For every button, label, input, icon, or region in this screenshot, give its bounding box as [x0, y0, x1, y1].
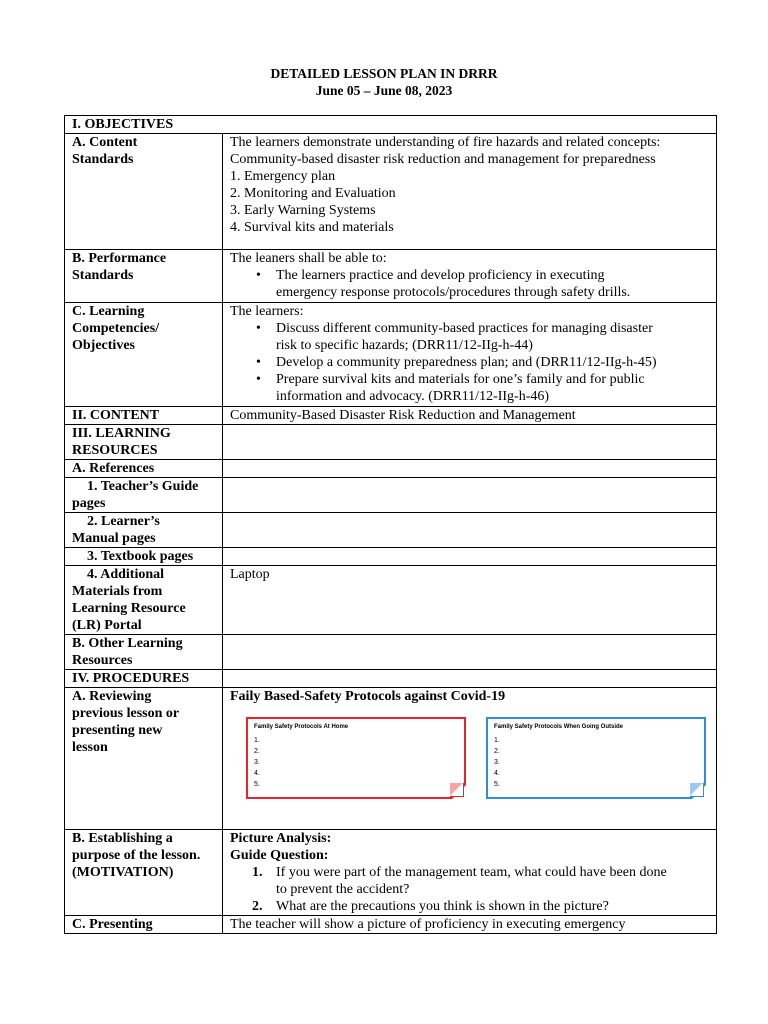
other-resources-row [65, 635, 717, 670]
objectives-heading: I. OBJECTIVES [65, 116, 717, 134]
sticky-notes [230, 705, 711, 815]
learning-resources-label: III. LEARNING RESOURCES [65, 425, 223, 460]
performance-standards-label: B. Performance Standards [65, 250, 223, 303]
textbook-row [65, 548, 717, 566]
references-label: A. References [65, 460, 223, 478]
establishing-value: Picture Analysis: Guide Question: 1. If you were part of the management team, what could have been done to prevent the accident? 2. What are the precautions you think is shown in the picture? [223, 830, 717, 916]
procedures-row [65, 670, 717, 688]
sticky-note-outside: Family Safety Protocols When Going Outside 1. 2. 3. 4. 5. [486, 717, 706, 799]
establishing-row [65, 830, 717, 916]
performance-standards-value: The leaners shall be able to: • The learners practice and develop proficiency in executing emergency response protocols/procedures through safety drills. [223, 250, 717, 303]
content-value: Community-Based Disaster Risk Reduction and Management [223, 407, 717, 425]
establishing-label: B. Establishing a purpose of the lesson. (MOTIVATION) [65, 830, 223, 916]
references-row [65, 460, 717, 478]
additional-materials-value: Laptop [223, 566, 717, 635]
objectives-row [65, 116, 717, 134]
teachers-guide-label: 1. Teacher’s Guide pages [65, 478, 223, 513]
presenting-label: C. Presenting [65, 916, 223, 934]
presenting-row [65, 916, 717, 934]
document-date: June 05 – June 08, 2023 [315, 83, 453, 98]
reviewing-row [65, 688, 717, 830]
reviewing-title: Faily Based-Safety Protocols against Covid-19 [230, 689, 506, 704]
reviewing-value [223, 688, 717, 830]
teachers-guide-row [65, 478, 717, 513]
textbook-label: 3. Textbook pages [65, 548, 223, 566]
learners-manual-label: 2. Learner’s Manual pages [65, 513, 223, 548]
list-item: • Discuss different community-based practices for managing disaster risk to specific hazards; (DRR11/12-IIg-h-44) [276, 320, 711, 354]
content-standards-label: A. Content Standards [65, 134, 223, 250]
content-standards-row [65, 134, 717, 250]
additional-materials-label: 4. Additional Materials from Learning Resource (LR) Portal [65, 566, 223, 635]
document-title: DETAILED LESSON PLAN IN DRRR [270, 66, 498, 81]
learning-resources-row [65, 425, 717, 460]
reviewing-label: A. Reviewing previous lesson or presenting new lesson [65, 688, 223, 830]
learners-manual-row [65, 513, 717, 548]
lesson-plan-table [64, 115, 717, 934]
list-item: • The learners practice and develop proficiency in executing emergency response protocols/procedures through safety drills. [276, 267, 711, 301]
content-row [65, 407, 717, 425]
list-item: 2. What are the precautions you think is shown in the picture? [252, 899, 609, 914]
list-item: 1. If you were part of the management team, what could have been done to prevent the accident? [252, 865, 667, 897]
procedures-label: IV. PROCEDURES [65, 670, 223, 688]
list-item: • Prepare survival kits and materials for one’s family and for public information and advocacy. (DRR11/12-IIg-h-46) [276, 371, 711, 405]
sticky-note-home: Family Safety Protocols At Home 1. 2. 3. 4. 5. [246, 717, 466, 799]
performance-standards-row [65, 250, 717, 303]
other-resources-label: B. Other Learning Resources [65, 635, 223, 670]
competencies-row [65, 303, 717, 407]
competencies-value: The learners: • Discuss different community-based practices for managing disaster risk to specific hazards; (DRR11/12-IIg-h-44) • Develop a community preparedness plan; and (DRR11/12-IIg-h-45) • Prepare survival kits and materials for one’s family and for public information and advocacy. (DRR11/12-IIg-h-46) [223, 303, 717, 407]
competencies-label: C. Learning Competencies/ Objectives [65, 303, 223, 407]
content-label: II. CONTENT [65, 407, 223, 425]
additional-materials-row [65, 566, 717, 635]
content-standards-value: The learners demonstrate understanding of fire hazards and related concepts: Community-based disaster risk reduction and management for preparedness 1. Emergency plan 2. Monitoring and Evaluation 3. Early Warning Systems 4. Survival kits and materials [223, 134, 717, 250]
list-item: • Develop a community preparedness plan; and (DRR11/12-IIg-h-45) [276, 354, 711, 371]
presenting-value: The teacher will show a picture of proficiency in executing emergency [223, 916, 717, 934]
